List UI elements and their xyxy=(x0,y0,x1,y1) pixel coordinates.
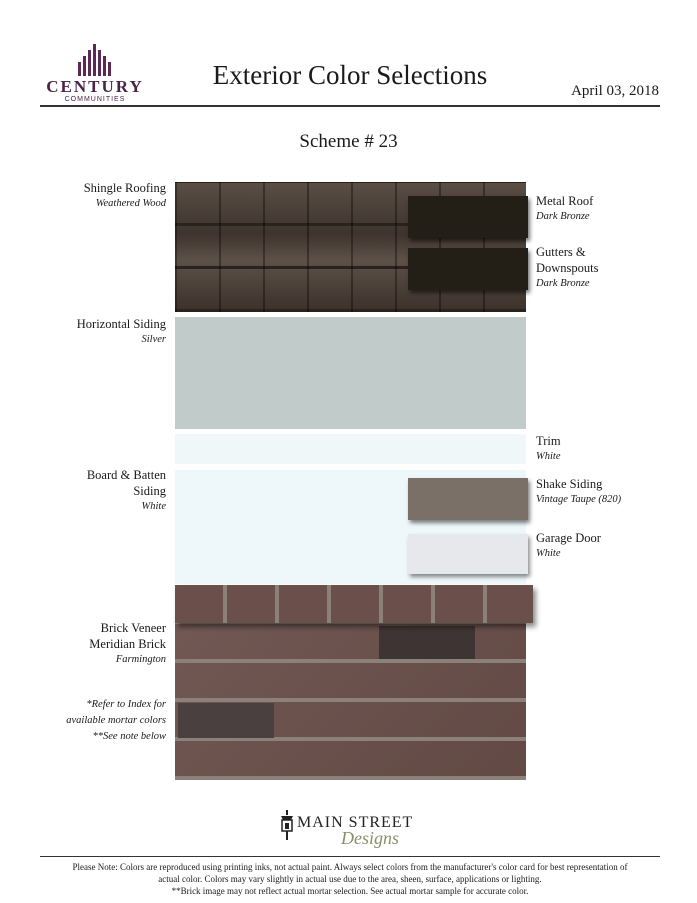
garage-door-swatch xyxy=(408,534,528,574)
brick-veneer-label: Brick Veneer Meridian Brick Farmington xyxy=(89,621,166,665)
horizontal-siding-swatch xyxy=(175,317,526,429)
metal-roof-label: Metal Roof Dark Bronze xyxy=(536,194,594,222)
brand-name: CENTURY xyxy=(46,77,144,96)
board-batten-label: Board & Batten Siding White xyxy=(86,468,166,512)
brand-subtitle: COMMUNITIES xyxy=(64,96,126,103)
roofing-label: Shingle Roofing Weathered Wood xyxy=(83,181,166,209)
main-street-designs-logo xyxy=(279,810,429,850)
building-columns-icon xyxy=(78,44,112,76)
trim-label: Trim White xyxy=(536,434,561,462)
shake-siding-swatch xyxy=(408,478,528,520)
gutters-label: Gutters & Downspouts Dark Bronze xyxy=(536,245,599,289)
garage-door-label: Garage Door White xyxy=(536,531,601,559)
shake-siding-label: Shake Siding Vintage Taupe (820) xyxy=(536,477,622,505)
gutters-swatch xyxy=(408,248,528,290)
footer-divider xyxy=(40,856,660,857)
brick-dark-accent xyxy=(178,703,274,738)
page-title: Exterior Color Selections xyxy=(212,60,488,90)
century-communities-logo xyxy=(40,44,150,106)
header-divider xyxy=(40,105,660,107)
brick-mortar-note: *Refer to Index for available mortar colors **See note below xyxy=(66,699,166,742)
logo-script-text: Designs xyxy=(341,828,399,848)
logo-main-text: MAIN STREET xyxy=(297,814,414,831)
document-date: April 03, 2018 xyxy=(571,83,659,99)
trim-swatch xyxy=(175,434,526,464)
scheme-title: Scheme # 23 xyxy=(299,131,398,152)
horizontal-siding-label: Horizontal Siding Silver xyxy=(76,317,166,345)
brick-dark-accent xyxy=(379,626,475,659)
brick-top-course xyxy=(175,585,533,623)
lantern-icon xyxy=(279,810,295,840)
metal-roof-swatch xyxy=(408,196,528,238)
disclaimer-note: Please Note: Colors are reproduced using printing inks, not actual paint. Always select colors from the manufacturer's color card for best representation of actual color. Colors may vary slightly in actual use due to the area, sheen, surface, applications or lighting. **Brick image may not reflect actual mortar selection. See actual mortar sample for accurate color. xyxy=(72,862,628,896)
